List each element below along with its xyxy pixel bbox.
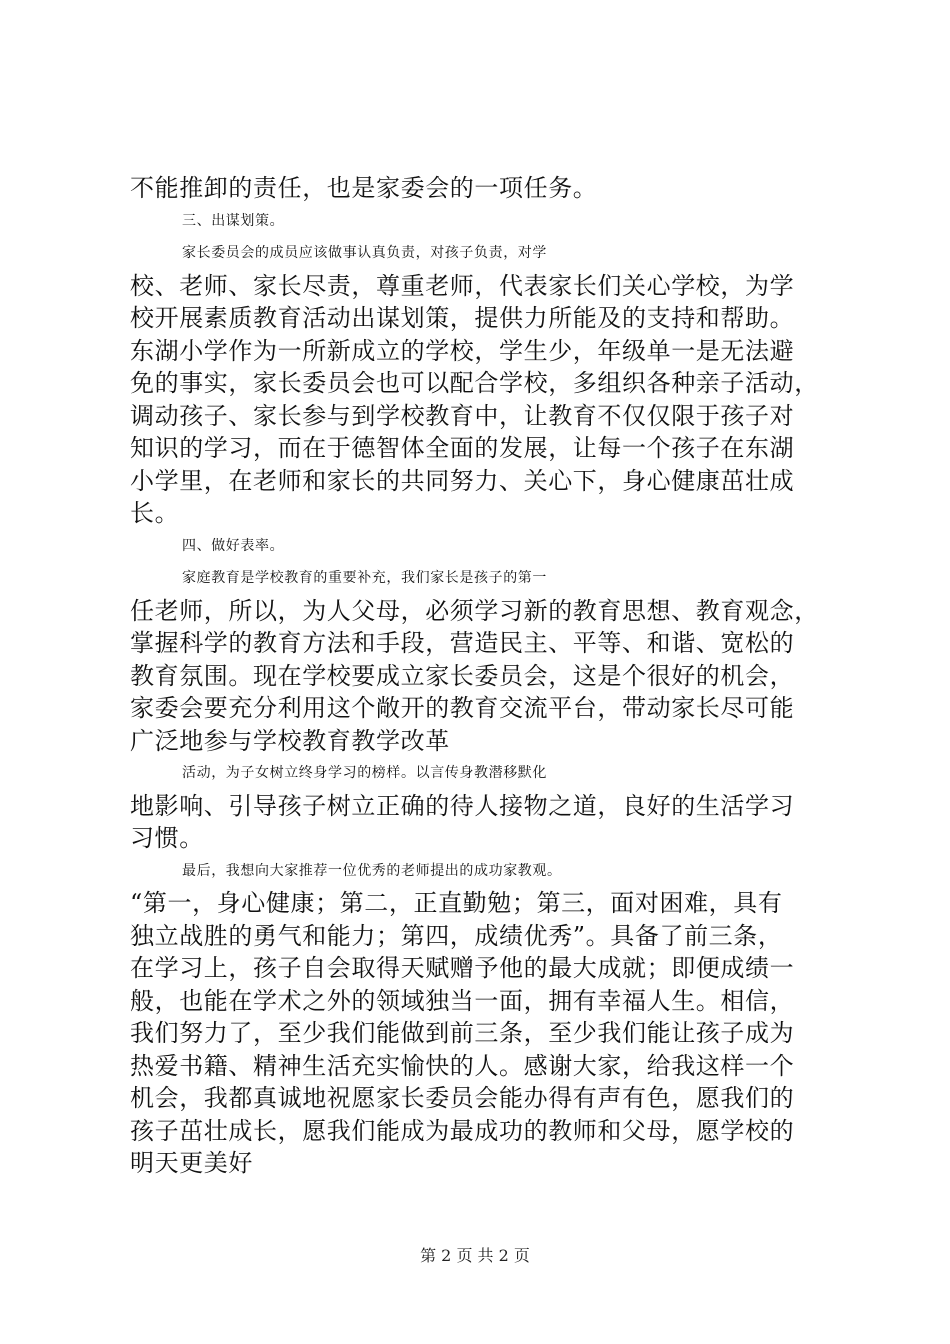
text-line: 热爱书籍、精神生活充实愉快的人。感谢大家，给我这样一个 (130, 1051, 795, 1080)
text-line: 明天更美好 (130, 1149, 253, 1177)
text-line: 三、出谋划策。 (182, 212, 285, 229)
document-body (130, 172, 830, 1180)
text-line: 习惯。 (130, 824, 204, 852)
text-line: 调动孩子、家长参与到学校教育中，让教育不仅仅限于孩子对 (130, 401, 795, 430)
text-line: 任老师，所以，为人父母，必须学习新的教育思想、教育观念， (130, 596, 819, 625)
text-line: 在学习上，孩子自会取得天赋赠予他的最大成就；即便成绩一 (130, 954, 795, 982)
text-line: 家庭教育是学校教育的重要补充，我们家长是孩子的第一 (182, 570, 547, 586)
text-line: 家长委员会的成员应该做事认真负责，对孩子负责，对学 (182, 245, 547, 261)
text-line: 四、做好表率。 (182, 537, 285, 554)
text-line: 家委会要充分利用这个敞开的教育交流平台，带动家长尽可能 (130, 694, 795, 722)
text-line: 校、老师、家长尽责，尊重老师，代表家长们关心学校，为学 (130, 271, 795, 300)
text-line: 长。 (130, 499, 180, 527)
text-line: 孩子茁壮成长，愿我们能成为最成功的教师和父母，愿学校的 (130, 1116, 795, 1145)
page-footer (0, 1246, 950, 1266)
text-line: 般，也能在学术之外的领域独当一面，拥有幸福人生。相信， (130, 986, 795, 1015)
text-line: 掌握科学的教育方法和手段，营造民主、平等、和谐、宽松的 (130, 629, 795, 657)
text-line: 免的事实，家长委员会也可以配合学校，多组织各种亲子活动， (130, 369, 819, 397)
text-line: 独立战胜的勇气和能力；第四，成绩优秀”。具备了前三条， (130, 921, 783, 950)
text-line: 最后，我想向大家推荐一位优秀的老师提出的成功家教观。 (182, 862, 562, 879)
text-line: “第一，身心健康；第二，正直勤勉；第三，面对困难，具有 (130, 889, 783, 917)
page-number-label: 第 2 页 共 2 页 (420, 1246, 530, 1265)
text-line: 机会，我都真诚地祝愿家长委员会能办得有声有色，愿我们的 (130, 1084, 795, 1112)
text-line: 校开展素质教育活动出谋划策，提供力所能及的支持和帮助。 (130, 304, 795, 332)
text-line: 不能推卸的责任，也是家委会的一项任务。 (130, 174, 598, 202)
text-line: 地影响、引导孩子树立正确的待人接物之道，良好的生活学习 (130, 791, 795, 820)
text-line: 我们努力了，至少我们能做到前三条，至少我们能让孩子成为 (130, 1019, 795, 1047)
text-line: 活动，为子女树立终身学习的榜样。以言传身教潜移默化 (182, 765, 547, 781)
text-line: 教育氛围。现在学校要成立家长委员会，这是个很好的机会， (130, 661, 795, 690)
text-line: 广泛地参与学校教育教学改革 (130, 726, 450, 755)
text-line: 知识的学习，而在于德智体全面的发展，让每一个孩子在东湖 (130, 434, 795, 462)
text-line: 东湖小学作为一所新成立的学校，学生少，年级单一是无法避 (130, 336, 795, 365)
text-line: 小学里，在老师和家长的共同努力、关心下，身心健康茁壮成 (130, 466, 795, 495)
